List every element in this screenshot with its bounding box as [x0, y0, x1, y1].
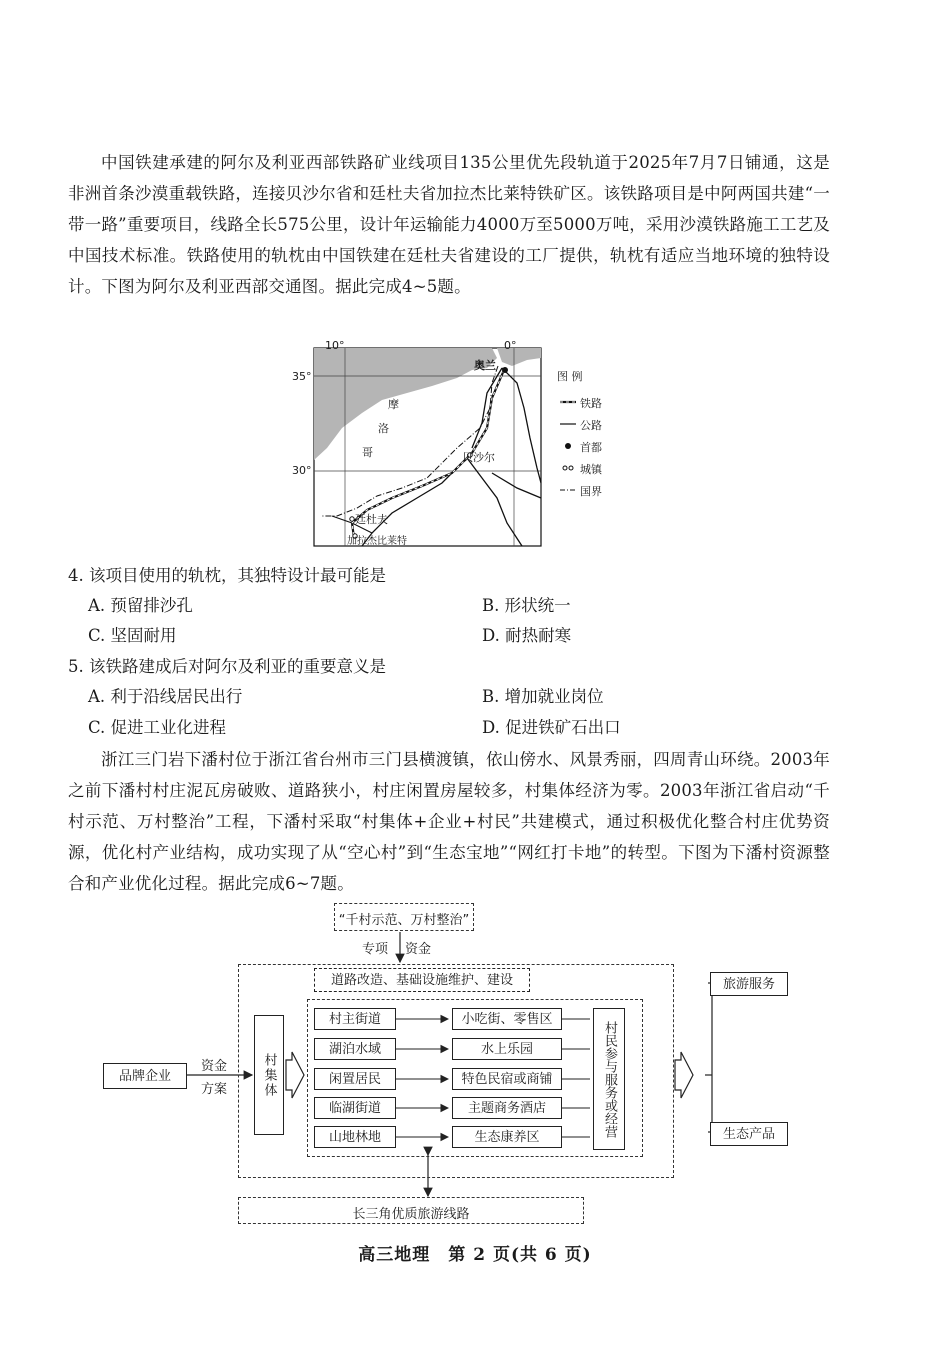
place-morocco-3: 哥	[362, 446, 373, 459]
place-gara: 加拉杰比莱特	[347, 536, 407, 547]
q5-option-d[interactable]: D. 促进铁矿石出口	[482, 718, 621, 737]
industry-snack-street	[452, 1008, 562, 1030]
place-tindouf: 廷杜夫	[355, 513, 388, 526]
passage-2	[68, 744, 830, 899]
industry-label: 水上乐园	[480, 1041, 533, 1057]
road-label: 道路改造、基础设施维护、建设	[330, 972, 513, 988]
legend-road: 公路	[580, 419, 602, 432]
passage-1-text: 中国铁建承建的阿尔及利亚西部铁路矿业线项目135公里优先段轨道于2025年7月7日铺通，这是非洲首条沙漠重载铁路，连接贝沙尔省和廷杜夫省加拉杰比莱特铁矿区。该铁路项目是中阿两国共建“一带一路”重要项目，线路全长575公里，设计年运输能力4000万至5000万吨，采用沙漠铁路施工工艺及中国技术标准。铁路使用的轨枕由中国铁建在廷杜夫省建设的工厂提供，轨枕有适应当地环境的独特设计。下图为阿尔及利亚西部交通图。据此完成4~5题。	[68, 153, 830, 296]
policy-label: “千村示范、万村整治”	[338, 913, 470, 928]
q4-stem: 4. 该项目使用的轨枕，其独特设计最可能是	[68, 566, 386, 585]
resource-label: 闲置居民	[328, 1071, 381, 1087]
industry-label: 特色民宿或商铺	[461, 1071, 553, 1087]
q4-option-d[interactable]: D. 耐热耐寒	[482, 626, 572, 645]
place-bechar: 贝沙尔	[462, 451, 495, 464]
eco-product-box	[710, 1122, 788, 1146]
industry-hotel	[452, 1097, 562, 1119]
legend-railway: 铁路	[580, 397, 602, 410]
page-footer: 高三地理 第 2 页(共 6 页)	[358, 1245, 592, 1265]
legend-capital: 首都	[580, 441, 602, 454]
plan-label: 方案	[201, 1082, 228, 1097]
legend-title: 图 例	[557, 370, 583, 383]
q5-option-c[interactable]: C. 促进工业化进程	[88, 718, 227, 737]
road-box	[314, 968, 530, 992]
route-label: 长三角优质旅游线路	[352, 1207, 470, 1222]
brand-label: 品牌企业	[118, 1068, 171, 1084]
collective-label: 村集体	[261, 1052, 277, 1098]
tourism-label: 旅游服务	[722, 976, 775, 992]
lon-label-10: 10°	[325, 339, 345, 352]
villagers-label: 村民参与服务或经营	[602, 1020, 617, 1138]
place-morocco-1: 摩	[388, 398, 399, 411]
resource-main-street	[314, 1008, 396, 1030]
q4-option-a[interactable]: A. 预留排沙孔	[88, 596, 193, 615]
lat-label-30: 30°	[292, 464, 312, 477]
resource-label: 村主街道	[328, 1011, 381, 1027]
tourism-service-box	[710, 972, 788, 996]
special-label: 专项	[362, 942, 389, 957]
legend-town: 城镇	[580, 463, 602, 476]
industry-label: 小吃街、零售区	[461, 1011, 553, 1027]
industry-homestay	[452, 1068, 562, 1090]
resource-label: 湖泊水域	[328, 1041, 381, 1057]
collective-box	[254, 1015, 284, 1135]
q4-option-b[interactable]: B. 形状统一	[482, 596, 571, 615]
resource-label: 临湖街道	[328, 1100, 381, 1116]
lon-label-0: 0°	[504, 339, 517, 352]
passage-1	[68, 147, 830, 302]
industry-wellness	[452, 1126, 562, 1148]
lat-label-35: 35°	[292, 370, 312, 383]
brand-enterprise-box	[103, 1063, 187, 1089]
capital-label: 资金	[201, 1059, 228, 1074]
place-morocco-2: 洛	[378, 422, 389, 435]
resource-mountain-forest	[314, 1126, 396, 1148]
oran-capital-dot	[502, 367, 508, 373]
q4-option-c[interactable]: C. 坚固耐用	[88, 626, 177, 645]
resource-label: 山地林地	[328, 1129, 381, 1145]
resource-lake	[314, 1038, 396, 1060]
industry-label: 主题商务酒店	[467, 1100, 546, 1116]
industry-label: 生态康养区	[474, 1129, 540, 1145]
algeria-map	[292, 338, 622, 553]
industry-water-park	[452, 1038, 562, 1060]
funds-label: 资金	[405, 942, 432, 957]
q5-option-a[interactable]: A. 利于沿线居民出行	[88, 687, 243, 706]
village-flow-diagram	[100, 900, 800, 1230]
eco-label: 生态产品	[722, 1126, 775, 1142]
legend-border: 国界	[580, 485, 602, 498]
place-oran: 奥兰	[474, 359, 496, 372]
passage-2-text: 浙江三门岩下潘村位于浙江省台州市三门县横渡镇，依山傍水、风景秀丽，四周青山环绕。2003年之前下潘村村庄泥瓦房破败、道路狭小，村庄闲置房屋较多，村集体经济为零。2003年浙江省启动“千村示范、万村整治”工程，下潘村采取“村集体+企业+村民”共建模式，通过积极优化整合村庄优势资源，优化村产业结构，成功实现了从“空心村”到“生态宝地”“网红打卡地”的转型。下图为下潘村资源整合和产业优化过程。据此完成6~7题。	[68, 750, 830, 893]
q5-option-b[interactable]: B. 增加就业岗位	[482, 687, 604, 706]
resource-idle-houses	[314, 1068, 396, 1090]
q5-stem: 5. 该铁路建成后对阿尔及利亚的重要意义是	[68, 657, 386, 676]
villagers-box	[593, 1008, 625, 1150]
resource-lakeside-street	[314, 1097, 396, 1119]
